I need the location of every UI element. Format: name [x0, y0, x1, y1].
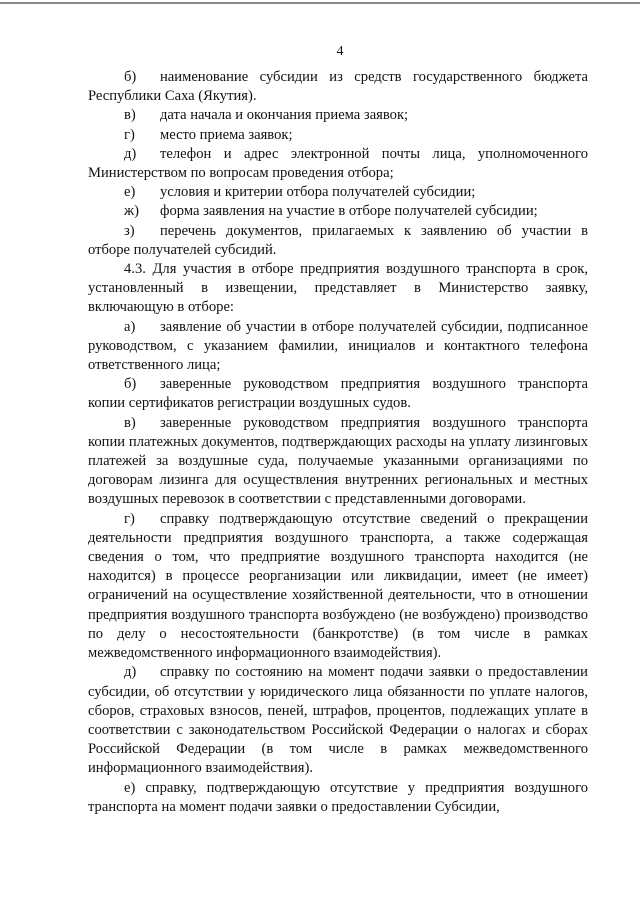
list-item-top-2	[88, 126, 588, 145]
list-item-top-4	[88, 183, 588, 202]
list-item-letter: б)	[124, 69, 137, 85]
list-item-letter: ж)	[124, 203, 139, 220]
list-item-bottom-2	[88, 414, 588, 510]
page-number: 4	[336, 44, 344, 59]
list-item-letter: б)	[124, 376, 137, 393]
list-item-bottom-1	[88, 375, 588, 413]
list-item-top-1	[88, 106, 588, 125]
list-item-letter: в)	[124, 414, 136, 431]
list-item-text: заявление об участии в отборе получателей субсидии, подписанное руководством, с указанием фамилии, инициалов и контактного телефона ответственного лица;	[88, 318, 588, 374]
list-item-letter: г)	[124, 126, 135, 143]
list-item-text: справку по состоянию на момент подачи заявки о предоставлении субсидии, об отсутствии у юридического лица обязанности по уплате налогов, сборов, страховых взносов, пеней, штрафов, процентов, подлежащих уплате в соответствии с законодательством Российской Федерации о налогах и сборах Российской Федерации (в том числе в рамках межведомственного информационного взаимодействия).	[88, 664, 588, 777]
list-item-text: заверенные руководством предприятия воздушного транспорта копии сертификатов регистрации воздушных судов.	[88, 376, 588, 412]
list-item-text: заверенные руководством предприятия воздушного транспорта копии платежных документов, подтверждающих расходы на уплату лизинговых платежей за воздушные суда, получаемые указанными организациями по договорам лизинга для осуществления внутренних региональных и местных воздушных перевозок в соответствии с представленными договорами.	[88, 414, 588, 508]
list-item-text: место приема заявок;	[160, 126, 293, 143]
list-item-text: наименование субсидии из средств государственного бюджета Республики Саха (Якутия).	[88, 69, 588, 105]
list-item-text: условия и критерии отбора получателей субсидии;	[160, 184, 476, 201]
list-item-bottom-0	[88, 318, 588, 376]
list-item-bottom-3	[88, 510, 588, 664]
list-item-top-3	[88, 145, 588, 183]
list-item-letter: а)	[124, 318, 136, 335]
list-item-letter: в)	[124, 107, 136, 124]
list-item-top-6	[88, 222, 588, 260]
list-item-letter: д)	[124, 664, 137, 681]
list-item-bottom-4	[88, 663, 588, 778]
list-item-letter: г)	[124, 510, 135, 527]
clause-4-3: 4.3. Для участия в отборе предприятия воздушного транспорта в срок, установленный в извещении, представляет в Министерство заявку, включающую в отборе:	[88, 261, 588, 316]
list-item-text: дата начала и окончания приема заявок;	[160, 107, 409, 124]
list-item-text: справку подтверждающую отсутствие сведений о прекращении деятельности предприятия воздушного транспорта, а также содержащая сведения о том, что предприятие воздушного транспорта находится (не находится) в процессе реорганизации или ликвидации, имеет (не имеет) ограничений на осуществление хозяйственной деятельности, что в отношении предприятия воздушного транспорта возбуждено (не возбуждено) производство по делу о несостоятельности (банкротстве) (в том числе в рамках межведомственного информационного взаимодействия).	[88, 510, 588, 662]
scan-top-edge-line	[0, 2, 640, 4]
list-item-top-0	[88, 68, 588, 106]
list-item-text: перечень документов, прилагаемых к заявлению об участии в отборе получателей субсидий.	[88, 222, 588, 258]
list-item-letter: з)	[124, 222, 135, 239]
last-paragraph: е) справку, подтверждающую отсутствие у предприятия воздушного транспорта на момент подачи заявки о предоставлении Субсидии,	[88, 779, 588, 815]
list-item-top-5	[88, 202, 588, 221]
list-item-text: форма заявления на участие в отборе получателей субсидии;	[160, 203, 538, 220]
list-item-letter: д)	[124, 145, 137, 162]
list-item-text: телефон и адрес электронной почты лица, уполномоченного Министерством по вопросам проведения отбора;	[88, 145, 588, 182]
list-item-letter: е)	[124, 184, 136, 201]
document-body	[88, 68, 588, 817]
